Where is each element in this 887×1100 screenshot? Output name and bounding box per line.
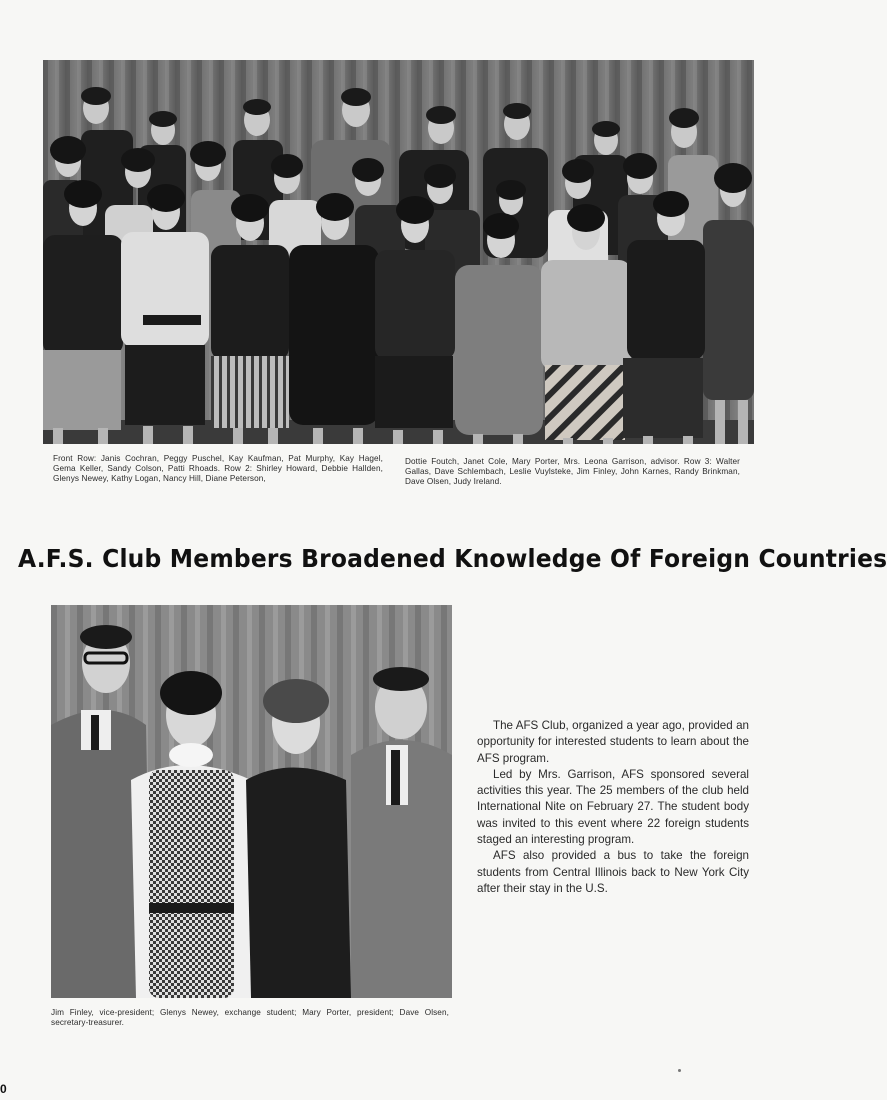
group-photo-caption-left: Front Row: Janis Cochran, Peggy Puschel, Kay Kaufman, Pat Murphy, Kay Hagel, Gema Keller, Sandy Colson, Patti Rhoads. Row 2: Shirley Howard, Debbie Hallden, Glenys Newey, Kathy Logan, Nancy Hill, Diane Peterson, [53, 454, 383, 484]
article-paragraph-2: Led by Mrs. Garrison, AFS sponsored several activities this year. The 25 members of the club held International Nite on February 27. The student body was invited to this event where 22 foreign students staged an interesting program. [477, 767, 749, 847]
page-number: 0 [0, 1082, 7, 1096]
article-paragraph-1: The AFS Club, organized a year ago, provided an opportunity for interested students to learn about the AFS program. [477, 719, 749, 765]
page-headline: A.F.S. Club Members Broadened Knowledge Of Foreign Countries [18, 544, 887, 573]
officers-photo-image [51, 605, 452, 998]
print-speck [678, 1069, 681, 1072]
group-photo-image [43, 60, 754, 444]
club-officers-photo [51, 605, 452, 998]
group-photo-caption-right: Dottie Foutch, Janet Cole, Mary Porter, Mrs. Leona Garrison, advisor. Row 3: Walter Gallas, Dave Schlembach, Leslie Vuylsteke, Jim Finley, John Karnes, Randy Brinkman, Dave Olsen, Judy Ireland. [405, 457, 740, 487]
article-body [477, 718, 749, 897]
article-paragraph-3: AFS also provided a bus to take the foreign students from Central Illinois back to New York City after their stay in the U.S. [477, 849, 749, 895]
officers-photo-caption: Jim Finley, vice-president; Glenys Newey, exchange student; Mary Porter, president; Dave Olsen, secretary-treasurer. [51, 1008, 449, 1028]
club-group-photo [43, 60, 754, 444]
